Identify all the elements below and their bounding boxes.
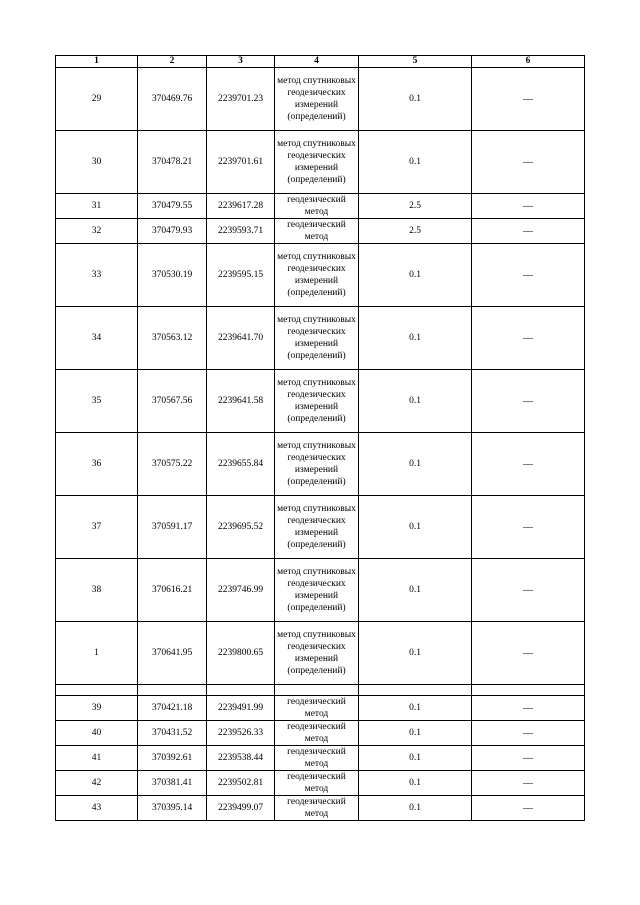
coord-x: 370575.22 (138, 433, 207, 496)
accuracy: 0.1 (359, 622, 472, 685)
method: геодезический метод (275, 796, 359, 821)
accuracy: 0.1 (359, 746, 472, 771)
col-header-1: 1 (56, 56, 138, 68)
method: метод спутниковых геодезических измерений (определений) (275, 559, 359, 622)
coord-y: 2239491.99 (207, 696, 275, 721)
point-number: 40 (56, 721, 138, 746)
table-row (56, 219, 585, 244)
table-row (56, 721, 585, 746)
point-number: 33 (56, 244, 138, 307)
point-number: 1 (56, 622, 138, 685)
note: — (472, 746, 585, 771)
method: метод спутниковых геодезических измерений (определений) (275, 496, 359, 559)
coord-x: 370530.19 (138, 244, 207, 307)
coord-x: 370395.14 (138, 796, 207, 821)
table-row (56, 796, 585, 821)
method: метод спутниковых геодезических измерений (определений) (275, 244, 359, 307)
point-number: 38 (56, 559, 138, 622)
note: — (472, 771, 585, 796)
table-row (56, 370, 585, 433)
method: геодезический метод (275, 696, 359, 721)
table-row (56, 696, 585, 721)
method: геодезический метод (275, 721, 359, 746)
method (275, 685, 359, 696)
coord-y: 2239526.33 (207, 721, 275, 746)
table-row (56, 559, 585, 622)
coord-y: 2239499.07 (207, 796, 275, 821)
point-number: 37 (56, 496, 138, 559)
coord-x: 370616.21 (138, 559, 207, 622)
note: — (472, 219, 585, 244)
point-number: 39 (56, 696, 138, 721)
point-number: 34 (56, 307, 138, 370)
note: — (472, 131, 585, 194)
accuracy: 0.1 (359, 559, 472, 622)
coord-x: 370563.12 (138, 307, 207, 370)
table-row (56, 746, 585, 771)
method: геодезический метод (275, 194, 359, 219)
point-number: 42 (56, 771, 138, 796)
point-number: 32 (56, 219, 138, 244)
accuracy: 0.1 (359, 433, 472, 496)
coord-y (207, 685, 275, 696)
note: — (472, 68, 585, 131)
table-row (56, 496, 585, 559)
accuracy: 0.1 (359, 771, 472, 796)
col-header-2: 2 (138, 56, 207, 68)
point-number: 36 (56, 433, 138, 496)
point-number: 35 (56, 370, 138, 433)
note: — (472, 721, 585, 746)
coord-x: 370479.93 (138, 219, 207, 244)
method: геодезический метод (275, 219, 359, 244)
coord-x: 370381.41 (138, 771, 207, 796)
coord-y: 2239617.28 (207, 194, 275, 219)
coord-y: 2239502.81 (207, 771, 275, 796)
coord-y: 2239641.70 (207, 307, 275, 370)
coord-x: 370567.56 (138, 370, 207, 433)
coord-x (138, 685, 207, 696)
header-row (56, 56, 585, 68)
coord-x: 370591.17 (138, 496, 207, 559)
accuracy: 0.1 (359, 696, 472, 721)
accuracy: 0.1 (359, 307, 472, 370)
coord-y: 2239701.61 (207, 131, 275, 194)
method: геодезический метод (275, 771, 359, 796)
table-row (56, 433, 585, 496)
point-number: 41 (56, 746, 138, 771)
point-number: 30 (56, 131, 138, 194)
accuracy: 0.1 (359, 370, 472, 433)
coord-x: 370431.52 (138, 721, 207, 746)
coord-x: 370478.21 (138, 131, 207, 194)
coord-y: 2239800.65 (207, 622, 275, 685)
coord-y: 2239538.44 (207, 746, 275, 771)
accuracy (359, 685, 472, 696)
point-number: 43 (56, 796, 138, 821)
table-row (56, 244, 585, 307)
coord-x: 370421.18 (138, 696, 207, 721)
accuracy: 0.1 (359, 68, 472, 131)
coord-y: 2239641.58 (207, 370, 275, 433)
note: — (472, 433, 585, 496)
table-row (56, 131, 585, 194)
table-row (56, 307, 585, 370)
accuracy: 0.1 (359, 131, 472, 194)
note: — (472, 622, 585, 685)
point-number: 31 (56, 194, 138, 219)
table-row (56, 622, 585, 685)
coord-y: 2239695.52 (207, 496, 275, 559)
coord-y: 2239701.23 (207, 68, 275, 131)
note: — (472, 370, 585, 433)
note: — (472, 696, 585, 721)
point-number (56, 685, 138, 696)
col-header-3: 3 (207, 56, 275, 68)
col-header-5: 5 (359, 56, 472, 68)
method: метод спутниковых геодезических измерений (определений) (275, 433, 359, 496)
accuracy: 2.5 (359, 219, 472, 244)
method: метод спутниковых геодезических измерений (определений) (275, 307, 359, 370)
accuracy: 2.5 (359, 194, 472, 219)
note: — (472, 496, 585, 559)
note: — (472, 307, 585, 370)
method: геодезический метод (275, 746, 359, 771)
method: метод спутниковых геодезических измерений (определений) (275, 68, 359, 131)
coord-y: 2239595.15 (207, 244, 275, 307)
method: метод спутниковых геодезических измерений (определений) (275, 370, 359, 433)
col-header-4: 4 (275, 56, 359, 68)
method: метод спутниковых геодезических измерений (определений) (275, 131, 359, 194)
note: — (472, 559, 585, 622)
coordinates-table (55, 55, 585, 821)
accuracy: 0.1 (359, 496, 472, 559)
accuracy: 0.1 (359, 796, 472, 821)
coord-x: 370641.95 (138, 622, 207, 685)
table-row (56, 771, 585, 796)
note: — (472, 244, 585, 307)
coord-y: 2239593.71 (207, 219, 275, 244)
coord-y: 2239746.99 (207, 559, 275, 622)
table-row (56, 194, 585, 219)
coord-x: 370469.76 (138, 68, 207, 131)
note: — (472, 194, 585, 219)
note: — (472, 796, 585, 821)
col-header-6: 6 (472, 56, 585, 68)
separator-row (56, 685, 585, 696)
table-row (56, 68, 585, 131)
method: метод спутниковых геодезических измерений (определений) (275, 622, 359, 685)
accuracy: 0.1 (359, 721, 472, 746)
note (472, 685, 585, 696)
coord-y: 2239655.84 (207, 433, 275, 496)
coord-x: 370392.61 (138, 746, 207, 771)
accuracy: 0.1 (359, 244, 472, 307)
coord-x: 370479.55 (138, 194, 207, 219)
point-number: 29 (56, 68, 138, 131)
